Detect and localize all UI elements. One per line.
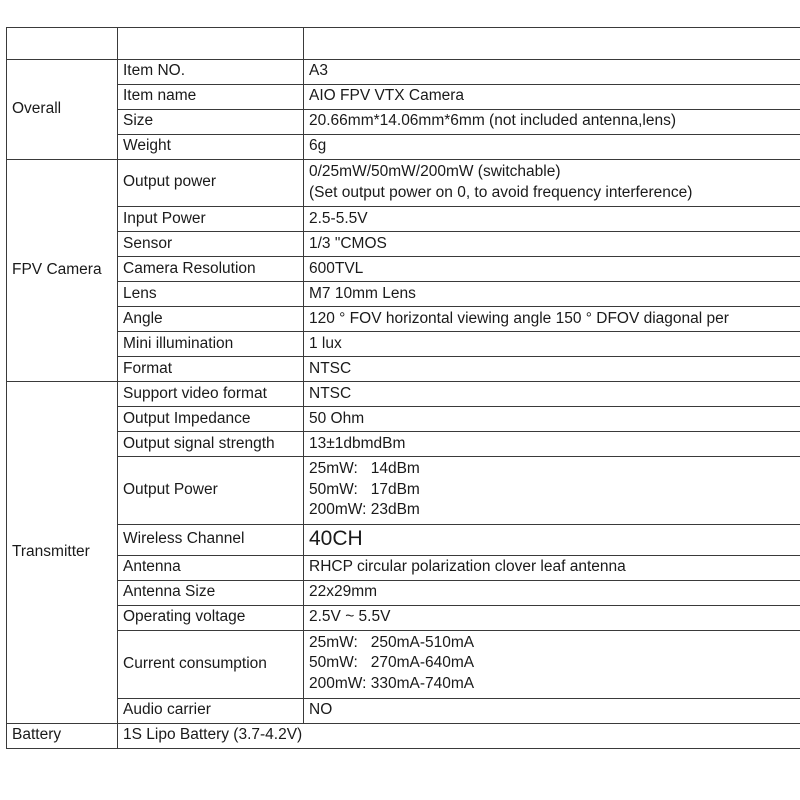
row-value: AIO FPV VTX Camera (304, 85, 800, 110)
row-label: Antenna (118, 555, 304, 580)
row-label: Audio carrier (118, 698, 304, 723)
row-label: Angle (118, 307, 304, 332)
row-label: Item name (118, 85, 304, 110)
table-row (7, 232, 800, 257)
row-value: 1 lux (304, 332, 800, 357)
table-row (7, 332, 800, 357)
row-value: 6g (304, 135, 800, 160)
table-row (7, 160, 800, 207)
row-value: 20.66mm*14.06mm*6mm (not included antenna,lens) (304, 110, 800, 135)
row-label: Output signal strength (118, 432, 304, 457)
table-row (7, 555, 800, 580)
table-row (7, 605, 800, 630)
table-row (7, 357, 800, 382)
table-row (7, 580, 800, 605)
row-value-line: 50mW: 270mA-640mA (309, 654, 475, 672)
section-category-fpv-camera: FPV Camera (7, 160, 118, 382)
table-row (7, 525, 800, 556)
row-value: NTSC (304, 382, 800, 407)
row-value-battery: 1S Lipo Battery (3.7-4.2V) (118, 723, 800, 748)
row-value: 13±1dbmdBm (304, 432, 800, 457)
row-value: M7 10mm Lens (304, 282, 800, 307)
row-value: 2.5-5.5V (304, 207, 800, 232)
row-label: Weight (118, 135, 304, 160)
table-row (7, 60, 800, 85)
row-label: Support video format (118, 382, 304, 407)
table-row (7, 382, 800, 407)
row-value: A3 (304, 60, 800, 85)
header-cell-value (304, 28, 800, 60)
row-label: Output power (118, 160, 304, 207)
row-label: Output Power (118, 457, 304, 525)
row-value-line: 200mW: 330mA-740mA (309, 675, 475, 693)
table-row (7, 207, 800, 232)
row-label: Wireless Channel (118, 525, 304, 556)
table-row (7, 407, 800, 432)
row-value-wireless-channel: 40CH (304, 525, 800, 556)
table-row (7, 432, 800, 457)
section-category-transmitter: Transmitter (7, 382, 118, 723)
row-value-line: 25mW: 250mA-510mA (309, 633, 475, 651)
row-label: Operating voltage (118, 605, 304, 630)
table-row (7, 257, 800, 282)
table-row (7, 698, 800, 723)
table-row (7, 723, 800, 748)
row-value-line: 0/25mW/50mW/200mW (switchable) (309, 163, 561, 180)
row-value (304, 630, 800, 698)
table-row (7, 135, 800, 160)
row-value: 1/3 "CMOS (304, 232, 800, 257)
row-value (304, 457, 800, 525)
row-value-line: 200mW: 23dBm (309, 501, 420, 519)
row-value: 600TVL (304, 257, 800, 282)
row-value (304, 160, 800, 207)
row-label: Mini illumination (118, 332, 304, 357)
row-label: Size (118, 110, 304, 135)
row-value: NTSC (304, 357, 800, 382)
table-row (7, 110, 800, 135)
row-value: RHCP circular polarization clover leaf antenna (304, 555, 800, 580)
table-row (7, 457, 800, 525)
row-value-line: (Set output power on 0, to avoid frequency interference) (309, 183, 693, 201)
row-label: Antenna Size (118, 580, 304, 605)
table-row (7, 85, 800, 110)
table-row (7, 307, 800, 332)
row-value: NO (304, 698, 800, 723)
header-cell-label (118, 28, 304, 60)
table-row (7, 282, 800, 307)
row-label: Input Power (118, 207, 304, 232)
row-label: Current consumption (118, 630, 304, 698)
specification-table (6, 27, 800, 749)
section-category-overall: Overall (7, 60, 118, 160)
row-label: Output Impedance (118, 407, 304, 432)
row-label: Camera Resolution (118, 257, 304, 282)
section-category-battery: Battery (7, 723, 118, 748)
row-label: Sensor (118, 232, 304, 257)
row-value: 2.5V ~ 5.5V (304, 605, 800, 630)
header-cell-category (7, 28, 118, 60)
row-value-line: 50mW: 17dBm (309, 480, 420, 498)
row-label: Item NO. (118, 60, 304, 85)
table-header-row (7, 28, 800, 60)
row-value: 50 Ohm (304, 407, 800, 432)
row-label: Lens (118, 282, 304, 307)
row-value: 22x29mm (304, 580, 800, 605)
row-label: Format (118, 357, 304, 382)
row-value: 120 ° FOV horizontal viewing angle 150 ° DFOV diagonal per (304, 307, 800, 332)
row-value-line: 25mW: 14dBm (309, 460, 420, 478)
table-row (7, 630, 800, 698)
